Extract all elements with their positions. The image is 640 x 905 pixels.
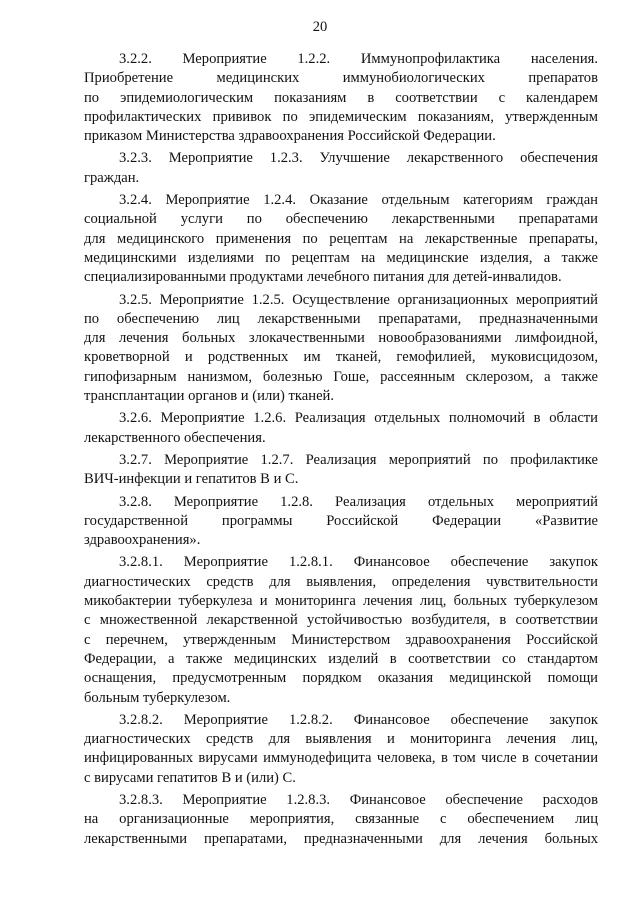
document-body xyxy=(84,50,598,849)
paragraph-line: 3.2.8.2. Мероприятие 1.2.8.2. Финансовое обеспечение закупок xyxy=(119,711,598,728)
paragraph-line: 3.2.8.1. Мероприятие 1.2.8.1. Финансовое обеспечение закупок xyxy=(119,554,598,571)
paragraph-line: Федерации, а также медицинских изделий в соответствии со стандартом xyxy=(84,650,598,667)
paragraph-line: гипофизарным нанизмом, болезнью Гоше, рассеянным склерозом, а также xyxy=(84,368,598,385)
paragraph-line: кроветворной и родственных им тканей, гемофилией, муковисцидозом, xyxy=(84,349,598,366)
paragraph-line: для лечения больных злокачественными новообразованиями лимфоидной, xyxy=(84,330,598,347)
paragraph-line: по эпидемиологическим показаниям в соответствии с календарем xyxy=(84,89,598,106)
paragraph xyxy=(84,493,598,551)
paragraph-line: с множественной лекарственной устойчивостью возбудителя, в соответствии xyxy=(84,612,598,629)
paragraph-line: Приобретение медицинских иммунобиологических препаратов xyxy=(84,70,598,87)
paragraph-line: 3.2.5. Мероприятие 1.2.5. Осуществление организационных мероприятий xyxy=(119,291,598,308)
paragraph xyxy=(84,553,598,707)
paragraph-line: 3.2.2. Мероприятие 1.2.2. Иммунопрофилактика населения. xyxy=(119,51,598,67)
paragraph-line: инфицированных вирусами иммунодефицита человека, в том числе в сочетании xyxy=(84,750,598,767)
paragraph-line: приказом Министерства здравоохранения Российской Федерации. xyxy=(84,128,496,145)
page-number: 20 xyxy=(312,19,328,35)
paragraph-line: социальной услуги по обеспечению лекарственными препаратами xyxy=(84,211,598,228)
paragraph-line: по обеспечению лиц лекарственными препаратами, предназначенными xyxy=(84,310,598,327)
paragraph-line: оснащения, предусмотренным порядком оказания медицинской помощи xyxy=(84,670,598,687)
paragraph-line: медицинскими изделиями по рецептам на медицинские изделия, а также xyxy=(84,249,598,266)
paragraph-line: лекарственного обеспечения. xyxy=(84,429,266,446)
paragraph-line: профилактических прививок по эпидемическим показаниям, утвержденным xyxy=(84,108,598,125)
paragraph xyxy=(84,149,598,188)
paragraph-line: 3.2.8.3. Мероприятие 1.2.8.3. Финансовое обеспечение расходов xyxy=(119,791,598,808)
paragraph-line: на организационные мероприятия, связанные с обеспечением лиц xyxy=(84,811,598,828)
paragraph-line: лекарственными препаратами, предназначенными для лечения больных xyxy=(84,830,598,847)
paragraph xyxy=(84,191,598,287)
paragraph-line: 3.2.3. Мероприятие 1.2.3. Улучшение лекарственного обеспечения xyxy=(119,150,598,167)
paragraph-line: ВИЧ-инфекции и гепатитов В и С. xyxy=(84,471,299,488)
paragraph xyxy=(84,791,598,849)
paragraph-line: 3.2.4. Мероприятие 1.2.4. Оказание отдельным категориям граждан xyxy=(119,192,598,209)
paragraph-line: диагностических средств для выявления, определения чувствительности xyxy=(84,573,598,590)
paragraph-line: диагностических средств для выявления и мониторинга лечения лиц, xyxy=(84,731,598,748)
paragraph-line: микобактерии туберкулеза и мониторинга лечения лиц, больных туберкулезом xyxy=(84,593,598,610)
paragraph xyxy=(84,711,598,788)
paragraph-line: 3.2.7. Мероприятие 1.2.7. Реализация мероприятий по профилактике xyxy=(119,451,598,468)
paragraph xyxy=(84,50,598,146)
paragraph-line: специализированными продуктами лечебного питания для детей-инвалидов. xyxy=(84,269,562,286)
paragraph-line: здравоохранения». xyxy=(84,532,201,549)
paragraph xyxy=(84,451,598,490)
paragraph-line: 3.2.8. Мероприятие 1.2.8. Реализация отдельных мероприятий xyxy=(119,493,598,510)
paragraph-line: государственной программы Российской Федерации «Развитие xyxy=(84,512,598,529)
paragraph-line: трансплантации органов и (или) тканей. xyxy=(84,388,335,405)
paragraph-line: для медицинского применения по рецептам на лекарственные препараты, xyxy=(84,230,598,247)
paragraph xyxy=(84,409,598,448)
paragraph-line: больным туберкулезом. xyxy=(84,689,231,706)
paragraph-line: с вирусами гепатитов В и (или) С. xyxy=(84,769,296,786)
paragraph-line: 3.2.6. Мероприятие 1.2.6. Реализация отдельных полномочий в области xyxy=(119,410,598,427)
paragraph-line: с перечнем, утвержденным Министерством здравоохранения Российской xyxy=(84,631,598,648)
paragraph xyxy=(84,291,598,407)
paragraph-line: граждан. xyxy=(84,169,140,186)
